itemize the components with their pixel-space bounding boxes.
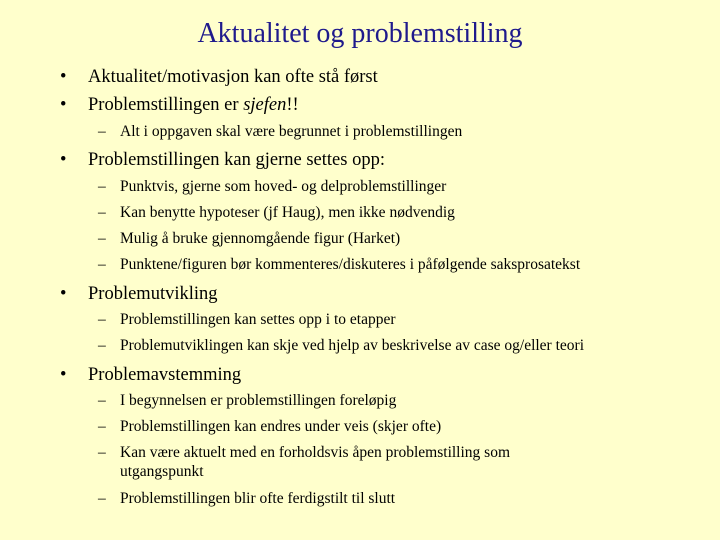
sub-bullet-text: Problemstillingen blir ofte ferdigstilt til slutt <box>120 490 396 507</box>
sub-bullet-text: Kan være aktuelt med en forholdsvis åpen problemstilling som <box>120 444 511 461</box>
bullet-dot: • <box>60 95 67 115</box>
sub-bullet-text: Problemstillingen kan endres under veis (skjer ofte) <box>120 418 442 435</box>
sub-bullet-text: Alt i oppgaven skal være begrunnet i problemstillingen <box>120 123 463 140</box>
bullet-dot: • <box>60 284 67 304</box>
dash-marker: – <box>98 490 106 507</box>
bullet-dot: • <box>60 67 67 87</box>
bullet-text: Problemavstemming <box>88 365 242 385</box>
dash-marker: – <box>98 418 106 435</box>
sub-bullet-text: Problemstillingen kan settes opp i to etapper <box>120 311 396 328</box>
bullet-text-emphasis: sjefen <box>243 95 287 115</box>
sub-bullet-text: Kan benytte hypoteser (jf Haug), men ikke nødvendig <box>120 204 455 221</box>
dash-marker: – <box>98 230 106 247</box>
bullet-text-post: !! <box>286 95 299 115</box>
bullet-text: Aktualitet/motivasjon kan ofte stå først <box>88 67 378 87</box>
dash-marker: – <box>98 178 106 195</box>
dash-marker: – <box>98 444 106 461</box>
bullet-dot: • <box>60 150 67 170</box>
slide-title: Aktualitet og problemstilling <box>197 18 523 49</box>
dash-marker: – <box>98 256 106 273</box>
bullet-dot: • <box>60 365 67 385</box>
dash-marker: – <box>98 392 106 409</box>
sub-bullet-text: Punktene/figuren bør kommenteres/diskuteres i påfølgende saksprosatekst <box>120 256 581 273</box>
bullet-text: Problemutvikling <box>88 284 218 304</box>
sub-bullet-text: Problemutviklingen kan skje ved hjelp av beskrivelse av case og/eller teori <box>120 337 585 354</box>
bullet-text: Problemstillingen kan gjerne settes opp: <box>88 150 385 170</box>
dash-marker: – <box>98 123 106 140</box>
sub-bullet-text: utgangspunkt <box>120 463 204 480</box>
dash-marker: – <box>98 204 106 221</box>
dash-marker: – <box>98 311 106 328</box>
sub-bullet-text: I begynnelsen er problemstillingen foreløpig <box>120 392 397 409</box>
bullet-text <box>88 94 299 116</box>
dash-marker: – <box>98 337 106 354</box>
sub-bullet-text: Punktvis, gjerne som hoved- og delproblemstillinger <box>120 178 447 195</box>
sub-bullet-text: Mulig å bruke gjennomgående figur (Harket) <box>120 230 401 247</box>
bullet-text-pre: Problemstillingen er <box>88 95 244 115</box>
